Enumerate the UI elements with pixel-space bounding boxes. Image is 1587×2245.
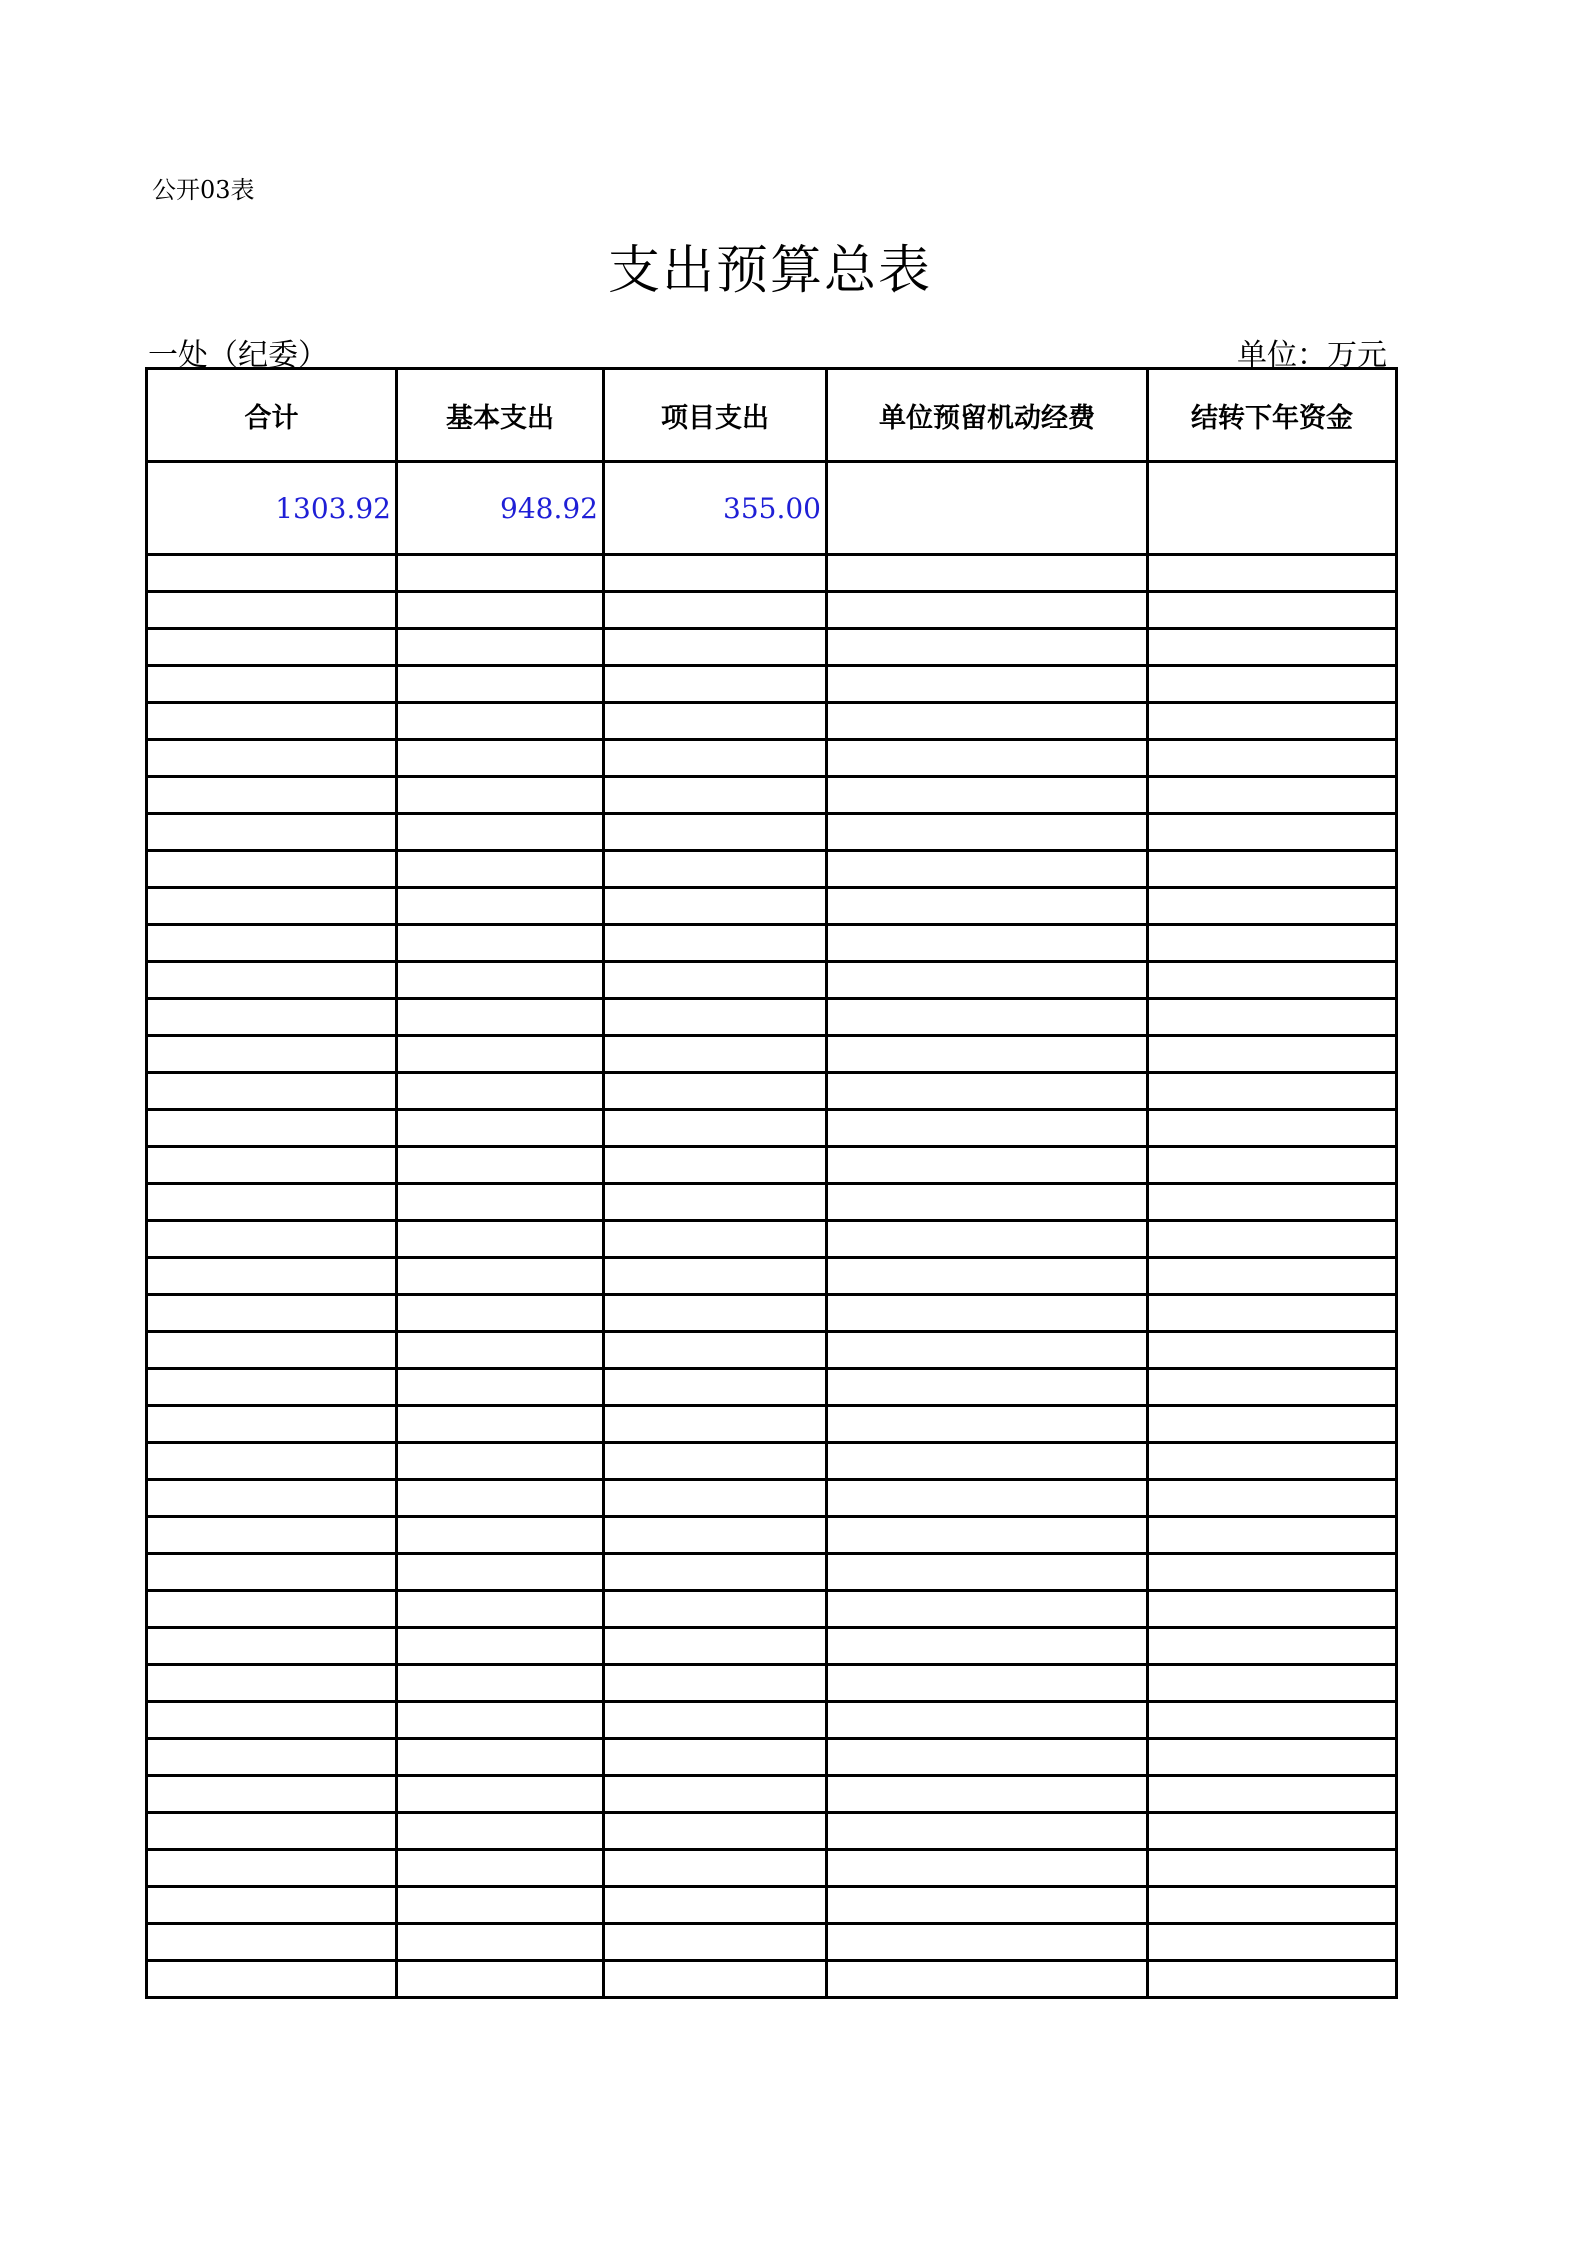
empty-cell [1148,1369,1397,1406]
cell-project-expense: 355.00 [604,462,827,555]
empty-cell [604,1258,827,1295]
empty-table-row [147,1887,1397,1924]
empty-cell [397,703,604,740]
col-header-basic-expense: 基本支出 [397,369,604,462]
empty-cell [827,1813,1148,1850]
empty-cell [604,592,827,629]
empty-cell [397,1887,604,1924]
empty-cell [147,666,397,703]
cell-total: 1303.92 [147,462,397,555]
empty-cell [827,740,1148,777]
empty-table-row [147,1480,1397,1517]
empty-cell [147,1739,397,1776]
unit-label: 单位：万元 [1237,338,1387,373]
empty-cell [147,1332,397,1369]
empty-cell [397,1628,604,1665]
empty-cell [827,1887,1148,1924]
empty-table-row [147,1554,1397,1591]
empty-cell [604,1813,827,1850]
empty-cell [604,1702,827,1739]
empty-cell [1148,925,1397,962]
empty-table-row [147,1073,1397,1110]
empty-cell [604,1961,827,1998]
empty-cell [147,1295,397,1332]
empty-cell [1148,703,1397,740]
empty-cell [604,629,827,666]
empty-cell [147,1517,397,1554]
empty-cell [1148,1850,1397,1887]
empty-table-row [147,703,1397,740]
empty-cell [147,1036,397,1073]
empty-cell [147,1073,397,1110]
empty-cell [1148,1961,1397,1998]
empty-cell [604,1110,827,1147]
empty-cell [1148,1813,1397,1850]
empty-cell [604,1591,827,1628]
empty-cell [147,1443,397,1480]
empty-table-row [147,1369,1397,1406]
empty-cell [397,1369,604,1406]
empty-cell [604,1665,827,1702]
empty-cell [1148,999,1397,1036]
empty-cell [397,1480,604,1517]
empty-cell [397,1332,604,1369]
empty-cell [1148,1036,1397,1073]
empty-cell [1148,1258,1397,1295]
empty-cell [147,1258,397,1295]
empty-table-row [147,1332,1397,1369]
empty-cell [827,1554,1148,1591]
empty-cell [1148,1887,1397,1924]
empty-table-row [147,555,1397,592]
empty-cell [1148,1443,1397,1480]
empty-cell [604,1184,827,1221]
empty-cell [604,1628,827,1665]
table-row [147,462,1397,555]
empty-cell [827,814,1148,851]
empty-cell [147,740,397,777]
empty-cell [604,1295,827,1332]
empty-cell [1148,555,1397,592]
empty-cell [827,888,1148,925]
empty-cell [1148,1073,1397,1110]
empty-cell [604,1517,827,1554]
empty-cell [1148,1406,1397,1443]
empty-cell [604,1887,827,1924]
empty-cell [1148,1554,1397,1591]
empty-cell [397,888,604,925]
empty-cell [147,555,397,592]
empty-cell [147,1110,397,1147]
empty-cell [827,1924,1148,1961]
empty-cell [604,1369,827,1406]
empty-cell [827,1480,1148,1517]
empty-cell [1148,962,1397,999]
empty-cell [1148,1332,1397,1369]
empty-cell [397,629,604,666]
empty-cell [397,1554,604,1591]
empty-cell [147,1776,397,1813]
empty-cell [397,1702,604,1739]
empty-cell [604,888,827,925]
empty-cell [604,1924,827,1961]
empty-table-row [147,1295,1397,1332]
empty-cell [397,1443,604,1480]
empty-cell [147,1480,397,1517]
empty-cell [147,1554,397,1591]
empty-cell [147,1813,397,1850]
empty-cell [147,1628,397,1665]
unit-name: 一处（纪委） [148,338,328,373]
empty-table-row [147,1591,1397,1628]
empty-cell [147,1961,397,1998]
empty-cell [1148,1110,1397,1147]
empty-cell [397,851,604,888]
empty-cell [604,1850,827,1887]
empty-cell [604,1406,827,1443]
empty-table-row [147,629,1397,666]
empty-cell [147,962,397,999]
empty-table-row [147,1776,1397,1813]
empty-table-row [147,1813,1397,1850]
empty-cell [397,1924,604,1961]
empty-cell [147,814,397,851]
empty-cell [827,1147,1148,1184]
empty-cell [1148,1739,1397,1776]
empty-cell [1148,1147,1397,1184]
empty-table-row [147,1924,1397,1961]
empty-table-row [147,1850,1397,1887]
empty-cell [147,1850,397,1887]
empty-cell [397,777,604,814]
empty-cell [827,1665,1148,1702]
cell-reserve-fund [827,462,1148,555]
empty-cell [397,1739,604,1776]
empty-cell [147,1702,397,1739]
empty-cell [397,1591,604,1628]
empty-table-row [147,999,1397,1036]
empty-cell [604,777,827,814]
empty-table-row [147,1443,1397,1480]
empty-cell [397,962,604,999]
empty-cell [827,1110,1148,1147]
col-header-project-expense: 项目支出 [604,369,827,462]
empty-cell [397,1147,604,1184]
empty-table-row [147,740,1397,777]
empty-cell [827,1369,1148,1406]
empty-cell [604,555,827,592]
empty-table-row [147,962,1397,999]
empty-cell [827,629,1148,666]
empty-cell [604,740,827,777]
empty-cell [397,814,604,851]
empty-cell [604,666,827,703]
empty-cell [397,1813,604,1850]
empty-table-row [147,1406,1397,1443]
page-title: 支出预算总表 [607,241,932,301]
empty-cell [397,1184,604,1221]
empty-table-row [147,777,1397,814]
empty-cell [827,1332,1148,1369]
empty-cell [1148,888,1397,925]
empty-cell [397,1036,604,1073]
empty-table-row [147,1221,1397,1258]
empty-cell [604,1073,827,1110]
empty-cell [147,1665,397,1702]
empty-cell [827,999,1148,1036]
empty-table-row [147,1628,1397,1665]
empty-table-row [147,925,1397,962]
cell-basic-expense: 948.92 [397,462,604,555]
empty-cell [397,740,604,777]
empty-cell [1148,814,1397,851]
empty-table-row [147,1036,1397,1073]
empty-table-row [147,888,1397,925]
empty-cell [147,1924,397,1961]
empty-cell [147,1591,397,1628]
empty-cell [604,851,827,888]
empty-cell [827,1850,1148,1887]
budget-table [145,367,1398,1999]
col-header-carryover-fund: 结转下年资金 [1148,369,1397,462]
empty-cell [1148,1702,1397,1739]
empty-cell [1148,1628,1397,1665]
empty-cell [827,1628,1148,1665]
empty-cell [604,703,827,740]
cell-carryover-fund [1148,462,1397,555]
form-code: 公开03表 [152,176,255,204]
empty-table-row [147,1739,1397,1776]
empty-cell [397,592,604,629]
empty-table-row [147,814,1397,851]
empty-cell [827,777,1148,814]
empty-table-row [147,1184,1397,1221]
empty-table-row [147,1258,1397,1295]
empty-cell [397,666,604,703]
empty-cell [147,777,397,814]
empty-cell [397,1406,604,1443]
empty-cell [604,999,827,1036]
empty-cell [604,814,827,851]
empty-cell [827,1443,1148,1480]
empty-cell [397,1221,604,1258]
empty-cell [397,1961,604,1998]
empty-table-row [147,1961,1397,1998]
empty-cell [1148,740,1397,777]
empty-cell [147,1147,397,1184]
empty-cell [147,1221,397,1258]
empty-table-row [147,592,1397,629]
empty-cell [827,925,1148,962]
empty-cell [827,1073,1148,1110]
empty-cell [397,925,604,962]
empty-cell [827,1036,1148,1073]
empty-table-row [147,1110,1397,1147]
empty-cell [397,1517,604,1554]
empty-cell [604,1332,827,1369]
empty-cell [604,1147,827,1184]
empty-cell [827,1739,1148,1776]
empty-cell [827,1258,1148,1295]
empty-cell [397,1295,604,1332]
col-header-reserve-fund: 单位预留机动经费 [827,369,1148,462]
empty-table-row [147,851,1397,888]
empty-cell [604,1036,827,1073]
empty-cell [1148,1480,1397,1517]
empty-cell [827,1406,1148,1443]
empty-cell [827,1184,1148,1221]
empty-cell [827,592,1148,629]
empty-cell [827,851,1148,888]
empty-cell [1148,1295,1397,1332]
empty-cell [1148,777,1397,814]
empty-cell [604,962,827,999]
empty-cell [397,1110,604,1147]
empty-cell [147,1406,397,1443]
empty-cell [147,1184,397,1221]
empty-cell [147,925,397,962]
empty-cell [1148,1924,1397,1961]
empty-cell [397,1776,604,1813]
empty-cell [827,1295,1148,1332]
empty-cell [604,1776,827,1813]
table-header-row [147,369,1397,462]
empty-cell [827,555,1148,592]
empty-cell [1148,1517,1397,1554]
empty-table-row [147,1517,1397,1554]
empty-cell [147,1369,397,1406]
empty-cell [147,851,397,888]
empty-cell [827,1702,1148,1739]
empty-cell [1148,592,1397,629]
empty-cell [397,1073,604,1110]
empty-cell [827,962,1148,999]
col-header-total: 合计 [147,369,397,462]
empty-cell [604,925,827,962]
empty-cell [827,1961,1148,1998]
empty-cell [1148,1221,1397,1258]
empty-cell [604,1739,827,1776]
empty-cell [827,1591,1148,1628]
empty-cell [147,999,397,1036]
empty-cell [1148,1591,1397,1628]
empty-cell [827,1221,1148,1258]
empty-cell [827,666,1148,703]
empty-cell [827,703,1148,740]
empty-table-row [147,1665,1397,1702]
empty-cell [397,999,604,1036]
empty-cell [604,1443,827,1480]
empty-cell [604,1554,827,1591]
empty-cell [1148,1184,1397,1221]
empty-cell [827,1517,1148,1554]
empty-cell [1148,666,1397,703]
empty-cell [604,1480,827,1517]
empty-cell [147,703,397,740]
empty-table-row [147,1147,1397,1184]
empty-table-row [147,666,1397,703]
empty-table-row [147,1702,1397,1739]
empty-cell [827,1776,1148,1813]
empty-cell [1148,851,1397,888]
empty-cell [147,888,397,925]
empty-cell [397,1258,604,1295]
empty-cell [147,629,397,666]
empty-cell [147,592,397,629]
empty-cell [397,1665,604,1702]
empty-cell [1148,1776,1397,1813]
empty-cell [147,1887,397,1924]
empty-cell [1148,629,1397,666]
empty-cell [1148,1665,1397,1702]
empty-cell [397,1850,604,1887]
empty-cell [397,555,604,592]
empty-cell [604,1221,827,1258]
